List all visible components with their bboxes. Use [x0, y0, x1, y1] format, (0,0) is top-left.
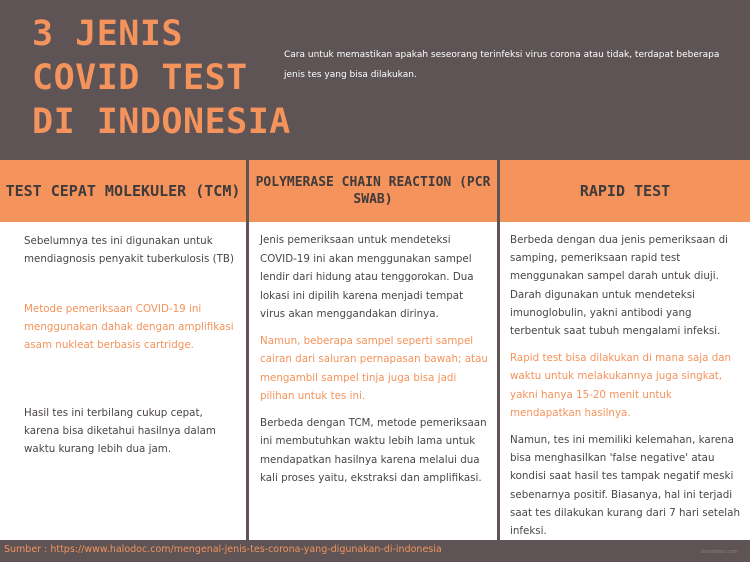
source-link[interactable]: Sumber : https://www.halodoc.com/mengenal-jenis-tes-corona-yang-digunakan-di-indonesia	[4, 544, 442, 555]
column-divider	[246, 222, 249, 540]
rapid-paragraph-2: Rapid test bisa dilakukan di mana saja dan waktu untuk melakukannya juga singkat, yakni hanya 15-20 menit untuk mendapatkan hasilnya.	[510, 352, 732, 419]
pcr-paragraph-2: Namun, beberapa sampel seperti sampel cairan dari saluran pernapasan bawah; atau mengambil sampel tinja juga bisa jadi pilihan untuk tes ini.	[260, 334, 488, 402]
tcm-paragraph-2: Metode pemeriksaan COVID-19 ini menggunakan dahak dengan amplifikasi asam nukleat berbasis cartridge.	[24, 303, 234, 351]
title-line-2: COVID TEST	[32, 58, 248, 98]
column-tcm	[24, 232, 234, 458]
title-line-1: 3 JENIS	[32, 14, 184, 54]
page-title	[32, 12, 291, 144]
footer-bar	[0, 540, 750, 562]
column-heading-rapid: RAPID TEST	[500, 160, 750, 222]
tcm-paragraph-3: Hasil tes ini terbilang cukup cepat, karena bisa diketahui hasilnya dalam waktu kurang lebih dua jam.	[24, 407, 216, 455]
intro-text: Cara untuk memastikan apakah seseorang terinfeksi virus corona atau tidak, terdapat beberapa jenis tes yang bisa dilakukan.	[284, 50, 720, 80]
title-line-3: DI INDONESIA	[32, 102, 291, 142]
tcm-paragraph-1: Sebelumnya tes ini digunakan untuk mendiagnosis penyakit tuberkulosis (TB)	[24, 235, 235, 265]
header-banner	[0, 0, 750, 160]
pcr-paragraph-1: Jenis pemeriksaan untuk mendeteksi COVID-19 ini akan menggunakan sampel lendir dari hidung atau tenggorokan. Dua lokasi ini dipilih karena menjadi tempat virus akan menggandakan dirinya.	[260, 234, 474, 320]
column-divider	[497, 222, 500, 540]
rapid-paragraph-1: Berbeda dengan dua jenis pemeriksaan di samping, pemeriksaan rapid test menggunakan sampel darah untuk diuji. Darah digunakan untuk mendeteksi imunoglobulin, yakni antibodi yang terbentuk saat tubuh mengalami infeksi.	[510, 234, 729, 338]
column-heading-pcr: POLYMERASE CHAIN REACTION (PCR SWAB)	[249, 160, 497, 222]
rapid-paragraph-3: Namun, tes ini memiliki kelemahan, karena bisa menghasilkan 'false negative' atau kondisi saat hasil tes tampak negatif meski sebenarnya positif. Biasanya, hal ini terjadi saat tes dilakukan kurang dari 7 hari setelah infeksi.	[510, 434, 740, 538]
column-rapid	[510, 231, 744, 540]
column-headings-bar	[0, 160, 750, 222]
column-pcr	[260, 231, 488, 488]
watermark: bonaldarz.com	[700, 549, 738, 555]
pcr-paragraph-3: Berbeda dengan TCM, metode pemeriksaan ini membutuhkan waktu lebih lama untuk mendapatkan hasilnya karena melalui dua kali proses yaitu, ekstraksi dan amplifikasi.	[260, 416, 487, 484]
column-heading-tcm: TEST CEPAT MOLEKULER (TCM)	[0, 160, 246, 222]
